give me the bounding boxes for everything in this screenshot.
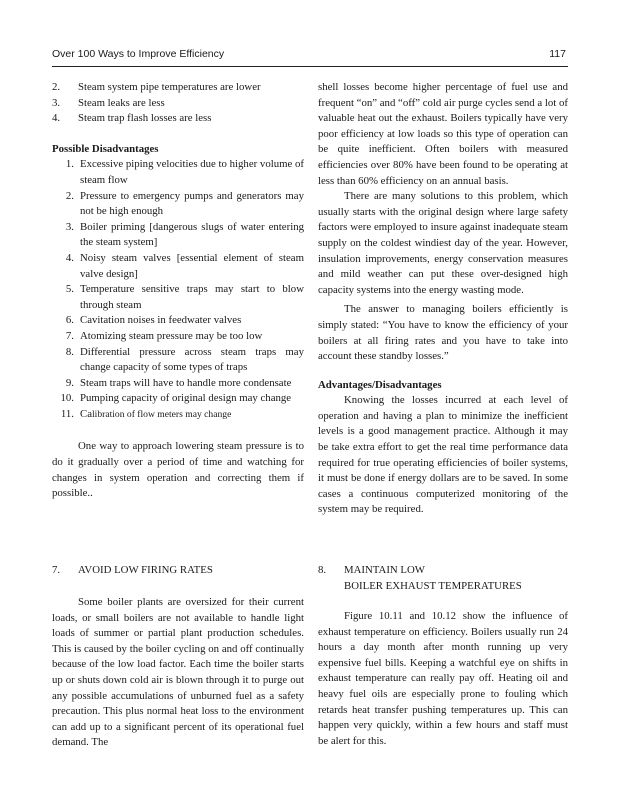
list-text: Steam leaks are less xyxy=(78,96,165,109)
item-number: 11. xyxy=(60,407,74,420)
running-title: Over 100 Ways to Improve Efficiency xyxy=(52,48,225,60)
item-number: 8. xyxy=(65,345,74,358)
item-number: 4. xyxy=(65,251,74,264)
item-text: Excessive piping velocities due to higher volume of steam flow xyxy=(80,158,304,186)
item-text-rest: libration of flow meters may change xyxy=(92,408,232,420)
item-text: Differential pressure across steam traps may change capacity of some types of traps xyxy=(80,345,304,374)
disadvantage-item xyxy=(52,407,304,423)
disadvantage-item xyxy=(52,313,304,329)
section-8-heading xyxy=(318,563,568,594)
item-number: 9. xyxy=(65,376,74,389)
disadvantage-item xyxy=(52,157,304,188)
page-number: 117 xyxy=(549,48,566,60)
section-7-heading xyxy=(52,563,304,595)
list-text: Steam trap flash losses are less xyxy=(78,112,212,125)
section-number: 8. xyxy=(318,564,327,576)
paragraph: The answer to managing boilers efficiently is simply stated: “You have to know the efficiency of your boilers at all firing rates and you have to take into account these standby losses.” xyxy=(318,303,568,363)
item-text: Pumping capacity of original design may change xyxy=(80,392,292,405)
item-text: Temperature sensitive traps may start to blow through steam xyxy=(80,283,304,311)
item-number: 6. xyxy=(65,314,74,327)
paragraph: shell losses become higher percentage of fuel use and frequent “on” and “off” cold air purge cycles send a lot of valuable heat out the exhaust. Boilers typically have very poor efficiency at low loads so this type of operation can be quite inefficient. Often boilers with measured efficiencies over 80% have been found to be operating at less than 60% efficiency on an annual basis. xyxy=(318,81,568,187)
list-number: 2. xyxy=(52,81,61,93)
disadvantage-item xyxy=(52,345,304,376)
disadvantage-item xyxy=(52,220,304,251)
disadvantage-item xyxy=(52,189,304,220)
disadvantages-heading: Possible Disadvantages xyxy=(52,142,159,155)
page-header xyxy=(52,46,568,67)
item-number: 2. xyxy=(65,189,74,202)
paragraph: There are many solutions to this problem, which usually starts with the original design where large safety factors were employed to insure against inadequate steam supply on the coldest windiest day of the year. However, insulation improvements, energy conservation measures and mild weather can put these over-designed high capacity systems into the energy wasting mode. xyxy=(318,190,568,296)
item-text: Pressure to emergency pumps and generators may not be high enough xyxy=(80,189,304,218)
item-text: Cavitation noises in feedwater valves xyxy=(80,314,242,327)
list-item xyxy=(52,111,304,127)
section-title-line: MAINTAIN LOW xyxy=(344,564,425,576)
right-column xyxy=(318,80,568,518)
list-number: 3. xyxy=(52,96,61,109)
list-item xyxy=(52,80,304,96)
item-text: Atomizing steam pressure may be too low xyxy=(80,329,263,342)
item-text: Noisy steam valves [essential element of steam valve design] xyxy=(80,251,304,280)
item-number: 7. xyxy=(65,329,74,342)
item-text: Steam traps will have to handle more condensate xyxy=(80,376,292,389)
disadvantage-item xyxy=(52,251,304,282)
section-number: 7. xyxy=(52,564,61,576)
disadvantage-item xyxy=(52,329,304,345)
closing-paragraph: One way to approach lowering steam pressure is to do it gradually over a period of time and watching for changes in system operation and correcting them if possible.. xyxy=(52,440,304,500)
item-text xyxy=(80,407,304,423)
left-column xyxy=(52,80,304,502)
list-item xyxy=(52,96,304,112)
paragraph: Figure 10.11 and 10.12 show the influence of exhaust temperature on efficiency. Boilers usually run 24 hours a day month after month running up very expensive fuel bills. Keeping a watchful eye on shifts in exhaust temperature can really pay off. Heating oil and heavy fuel oils are especially prone to fouling which retards heat transfer pushing temperatures up. This can happen very quickly, within a few hours and staff must be alert for this. xyxy=(318,610,568,747)
paragraph: Knowing the losses incurred at each level of operation and having a plan to minimize the inefficient levels is a good management practice. Although it may be take extra effort to get the real time performance data required for true operating efficiencies of boiler systems, it must be done if energy dollars are to be saved. In some cases a continuous computerized monitoring of the system may be required. xyxy=(318,394,568,516)
paragraph: Some boiler plants are oversized for their current loads, or small boilers are not available to handle light loads of summer or partial plant production schedules. This is caused by the boiler cycling on and off continually because of the low load factor. Each time the boiler starts up or shuts down cold air is blown through it to purge out any possible accumulations of unburned fuel as a safety precaution. This plus normal heat loss to the environment can add up to a significant percent of its operational fuel demand. The xyxy=(52,596,304,749)
list-number: 4. xyxy=(52,112,61,125)
disadvantage-item xyxy=(52,376,304,392)
item-number: 5. xyxy=(65,283,74,296)
disadvantage-item xyxy=(52,391,304,407)
list-text: Steam system pipe temperatures are lower xyxy=(78,81,261,93)
section-title-line: BOILER EXHAUST TEMPERATURES xyxy=(344,579,522,592)
item-number: 10. xyxy=(60,392,74,405)
section-8-body xyxy=(318,609,568,749)
item-number: 1. xyxy=(65,158,74,171)
advantages-heading: Advantages/Disadvantages xyxy=(318,378,442,391)
item-number: 3. xyxy=(65,220,74,233)
section-7-body xyxy=(52,595,304,751)
item-text: Boiler priming [dangerous slugs of water entering the steam system] xyxy=(80,220,304,249)
item-text-prefix: Ca xyxy=(80,407,92,420)
section-title: AVOID LOW FIRING RATES xyxy=(78,564,213,576)
disadvantage-item xyxy=(52,282,304,313)
